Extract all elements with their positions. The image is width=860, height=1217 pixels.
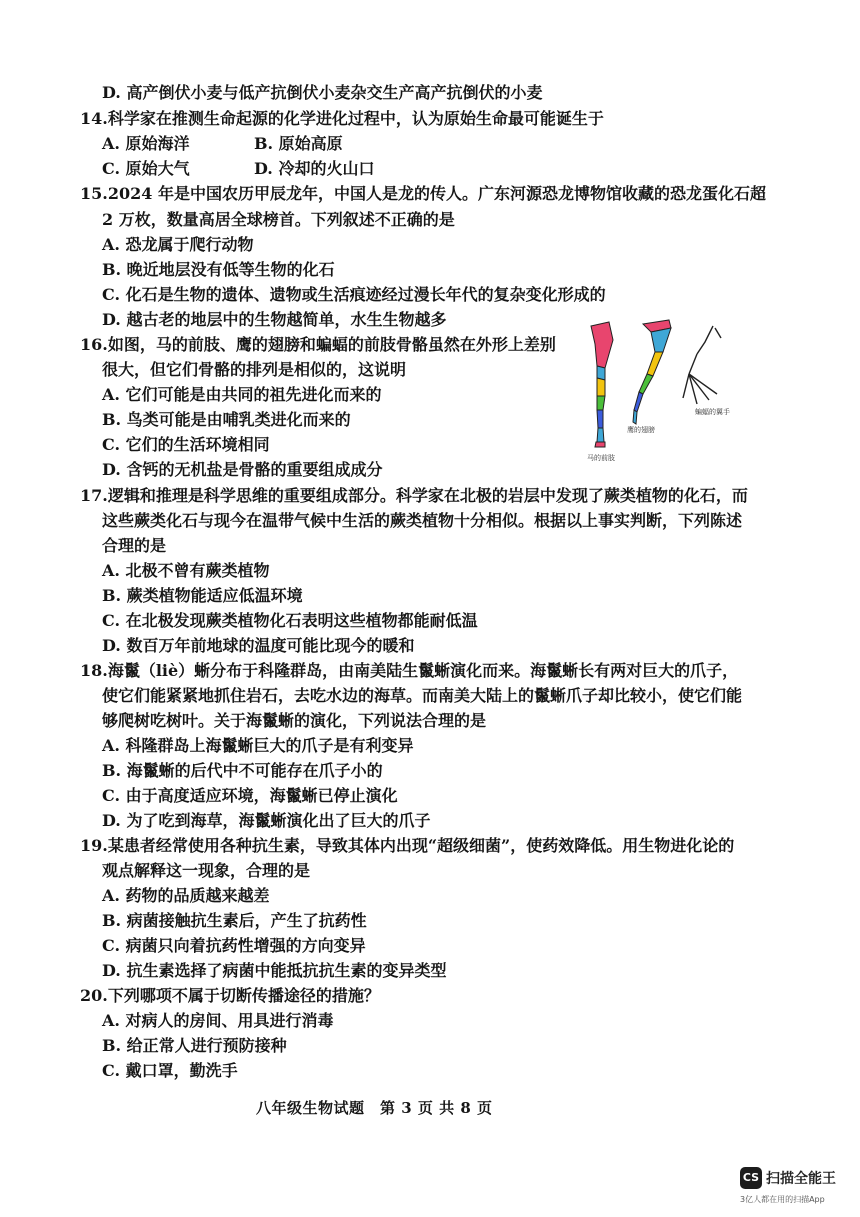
limb-bones-figure [583,318,733,468]
q17-option-c: C. 在北极发现蕨类植物化石表明这些植物都能耐低温 [102,611,478,630]
eagle-wing [633,320,671,424]
q18-stem-line3: 够爬树吃树叶。关于海鬣蜥的演化，下列说法合理的是 [102,711,487,730]
horse-label: 马的前肢 [587,455,615,462]
q16-option-d: D. 含钙的无机盐是骨骼的重要组成成分 [102,460,383,479]
q17-option-b: B. 蕨类植物能适应低温环境 [102,586,303,605]
q18-option-b: B. 海鬣蜥的后代中不可能存在爪子小的 [102,761,383,780]
q19-option-c: C. 病菌只向着抗药性增强的方向变异 [102,936,366,955]
q17-stem-line3: 合理的是 [102,536,167,555]
q19-option-b: B. 病菌接触抗生素后，产生了抗药性 [102,911,367,930]
q17-option-d: D. 数百万年前地球的温度可能比现今的暖和 [102,636,415,655]
bat-label: 蝙蝠的翼手 [695,409,730,416]
q16-option-b: B. 鸟类可能是由哺乳类进化而来的 [102,410,351,429]
q19-option-a: A. 药物的品质越来越差 [102,886,270,905]
q14-option-c: C. 原始大气 [102,159,190,178]
q15-stem-line2: 2 万枚，数量高居全球榜首。下列叙述不正确的是 [102,210,455,229]
page-footer: 八年级生物试题 第 3 页 共 8 页 [256,1099,493,1117]
q14-option-a: A. 原始海洋 [102,134,190,153]
q17-option-a: A. 北极不曾有蕨类植物 [102,561,270,580]
q15-option-d: D. 越古老的地层中的生物越简单，水生生物越多 [102,310,447,329]
brand-tagline: 3亿人都在用的扫描App [740,1195,825,1204]
q18-stem-line2: 使它们能紧紧地抓住岩石，去吃水边的海草。而南美大陆上的鬣蜥爪子却比较小，使它们能 [102,686,743,705]
q17-stem-line2: 这些蕨类化石与现今在温带气候中生活的蕨类植物十分相似。根据以上事实判断，下列陈述 [102,511,743,530]
q19-stem-line1: 19.某患者经常使用各种抗生素，导致其体内出现“超级细菌”，使药效降低。用生物进化论的 [80,836,735,855]
scanner-watermark [740,1167,850,1209]
q15-stem-line1: 15.2024 年是中国农历甲辰龙年，中国人是龙的传人。广东河源恐龙博物馆收藏的恐龙蛋化石超 [80,184,766,203]
bat-wing [683,326,721,404]
eagle-label: 鹰的翅膀 [627,427,655,434]
q20-stem: 20.下列哪项不属于切断传播途径的措施？ [80,986,380,1005]
q18-option-a: A. 科隆群岛上海鬣蜥巨大的爪子是有利变异 [102,736,414,755]
horse-forelimb [591,322,613,447]
q16-stem-line2: 很大，但它们骨骼的排列是相似的，这说明 [102,360,407,379]
q16-option-a: A. 它们可能是由共同的祖先进化而来的 [102,385,382,404]
q15-option-c: C. 化石是生物的遗体、遗物或生活痕迹经过漫长年代的复杂变化形成的 [102,285,606,304]
q20-option-a: A. 对病人的房间、用具进行消毒 [102,1011,334,1030]
q14-option-d: D. 冷却的火山口 [254,159,375,178]
brand-name: 扫描全能王 [766,1171,836,1187]
q18-option-c: C. 由于高度适应环境，海鬣蜥已停止演化 [102,786,398,805]
q16-option-c: C. 它们的生活环境相同 [102,435,270,454]
q19-option-d: D. 抗生素选择了病菌中能抵抗抗生素的变异类型 [102,961,447,980]
limb-bones-illustration [583,318,733,468]
q19-stem-line2: 观点解释这一现象，合理的是 [102,861,311,880]
q20-option-c: C. 戴口罩，勤洗手 [102,1061,238,1080]
q14-stem: 14.科学家在推测生命起源的化学进化过程中，认为原始生命最可能诞生于 [80,109,604,128]
q15-option-b: B. 晚近地层没有低等生物的化石 [102,260,335,279]
q18-option-d: D. 为了吃到海草，海鬣蜥演化出了巨大的爪子 [102,811,431,830]
q15-option-a: A. 恐龙属于爬行动物 [102,235,254,254]
q13-option-d: D. 高产倒伏小麦与低产抗倒伏小麦杂交生产高产抗倒伏的小麦 [102,83,543,102]
q17-stem-line1: 17.逻辑和推理是科学思维的重要组成部分。科学家在北极的岩层中发现了蕨类植物的化石，而 [80,486,748,505]
q14-option-b: B. 原始高原 [254,134,343,153]
q16-stem-line1: 16.如图，马的前肢、鹰的翅膀和蝙蝠的前肢骨骼虽然在外形上差别 [80,335,556,354]
q20-option-b: B. 给正常人进行预防接种 [102,1036,287,1055]
camscanner-logo-icon: CS [740,1167,762,1189]
q18-stem-line1: 18.海鬣（liè）蜥分布于科隆群岛，由南美陆生鬣蜥演化而来。海鬣蜥长有两对巨大的爪子， [80,661,739,680]
